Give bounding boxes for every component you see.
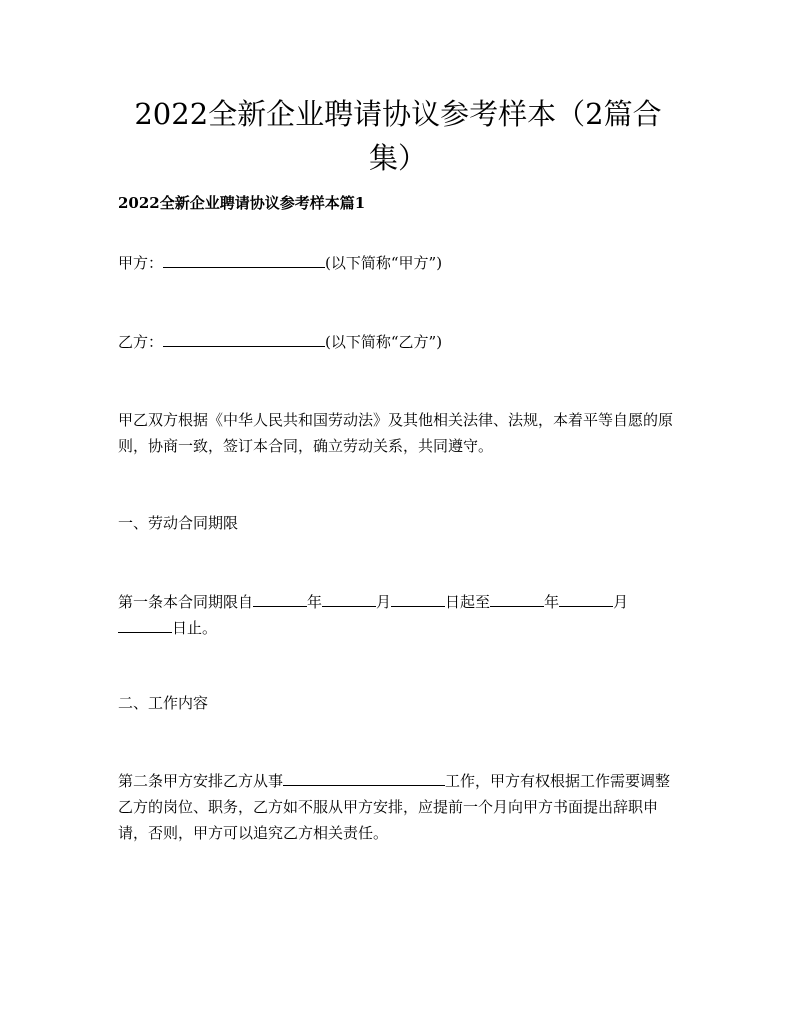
section-subtitle: 2022全新企业聘请协议参考样本篇1 xyxy=(118,194,366,212)
start-month-blank[interactable] xyxy=(322,592,376,607)
end-label: 日止。 xyxy=(172,619,218,637)
month-label: 月 xyxy=(376,593,392,611)
day-to-label: 日起至 xyxy=(445,593,491,611)
clause-2 xyxy=(118,768,680,846)
start-year-blank[interactable] xyxy=(253,592,307,607)
clause-2-prefix: 第二条甲方安排乙方从事 xyxy=(118,772,284,790)
party-b-blank[interactable] xyxy=(163,332,325,347)
year-label: 年 xyxy=(307,593,323,611)
start-day-blank[interactable] xyxy=(391,592,445,607)
end-month-blank[interactable] xyxy=(559,592,613,607)
party-a-blank[interactable] xyxy=(163,253,325,268)
party-a-label: 甲方： xyxy=(118,254,164,272)
section1-heading: 一、劳动合同期限 xyxy=(118,514,239,532)
party-a-suffix: (以下简称“甲方”) xyxy=(325,254,443,272)
party-b-label: 乙方： xyxy=(118,333,164,351)
document-title: 2022全新企业聘请协议参考样本（2篇合集） xyxy=(134,97,662,175)
party-b-line xyxy=(118,329,680,355)
clause-2-rest: 工作，甲方有权根据工作需要调整乙方的岗位、职务，乙方如不服从甲方安排，应提前一个月向甲方书面提出辞职申请，否则，甲方可以追究乙方相关责任。 xyxy=(118,772,671,842)
party-b-suffix: (以下简称“乙方”) xyxy=(325,333,443,351)
clause-1 xyxy=(118,589,680,641)
intro-paragraph: 甲乙双方根据《中华人民共和国劳动法》及其他相关法律、法规，本着平等自愿的原则，协商一致，签订本合同，确立劳动关系，共同遵守。 xyxy=(118,411,674,455)
end-year-blank[interactable] xyxy=(490,592,544,607)
month-label-2: 月 xyxy=(613,593,629,611)
clause-1-prefix: 第一条本合同期限自 xyxy=(118,593,254,611)
party-a-line xyxy=(118,250,680,276)
job-blank[interactable] xyxy=(283,771,445,786)
year-label-2: 年 xyxy=(544,593,560,611)
end-day-blank[interactable] xyxy=(118,618,172,633)
section2-heading: 二、工作内容 xyxy=(118,694,209,712)
